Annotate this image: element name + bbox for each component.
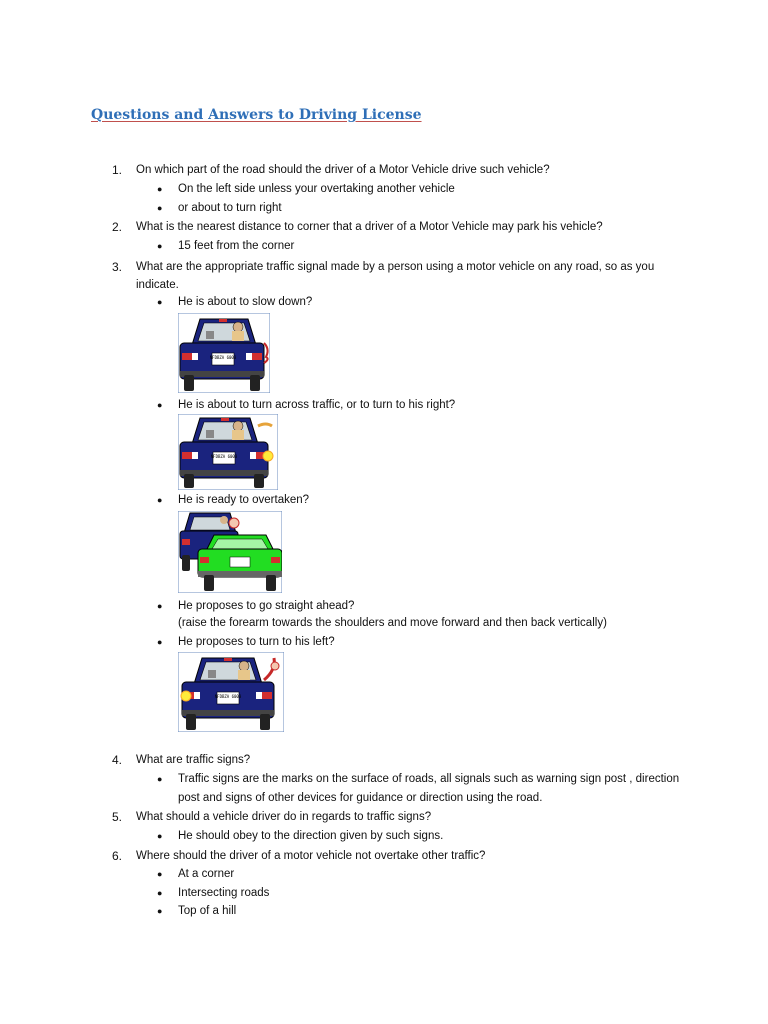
question-text: What are the appropriate traffic signal made by a person using a motor vehicle on any road, so as you (136, 261, 655, 273)
page-title: Questions and Answers to Driving License (91, 107, 422, 123)
answer-note: (raise the forearm towards the shoulders and move forward and then back vertically) (178, 617, 607, 629)
car-turn-right-illustration (178, 414, 278, 490)
bullet-icon: ● (157, 637, 163, 647)
bullet-icon: ● (157, 774, 163, 784)
bullet-icon: ● (157, 869, 163, 879)
question-text: What should a vehicle driver do in regards to traffic signs? (136, 811, 432, 823)
bullet-icon: ● (157, 297, 163, 307)
answer-text: He is ready to overtaken? (178, 494, 310, 506)
question-number: 2. (112, 220, 123, 234)
bullet-icon: ● (157, 831, 163, 841)
question-number: 1. (112, 163, 123, 177)
bullet-icon: ● (157, 906, 163, 916)
question-number: 3. (112, 260, 123, 274)
question-text: What are traffic signs? (136, 754, 251, 766)
question-number: 6. (112, 849, 123, 863)
bullet-icon: ● (157, 241, 163, 251)
plate-text: NFDBZA 6003 (214, 694, 242, 699)
answer-text: Top of a hill (178, 905, 237, 917)
answer-text: He is about to turn across traffic, or to turn to his right? (178, 399, 456, 411)
question-text: Where should the driver of a motor vehicle not overtake other traffic? (136, 850, 486, 862)
bullet-icon: ● (157, 203, 163, 213)
bullet-icon: ● (157, 495, 163, 505)
question-text: What is the nearest distance to corner that a driver of a Motor Vehicle may park his vehicle? (136, 221, 603, 233)
car-turn-left-illustration (178, 652, 284, 732)
answer-text: Traffic signs are the marks on the surface of roads, all signals such as warning sign post , direction (178, 773, 680, 785)
bullet-icon: ● (157, 400, 163, 410)
car-overtaken-illustration (178, 511, 282, 593)
answer-text: At a corner (178, 868, 235, 880)
plate-text: NFDBZA 6003 (210, 454, 238, 459)
car-slow-down-illustration (178, 313, 270, 393)
answer-text-continued: post and signs of other devices for guidance or direction using the road. (178, 792, 543, 804)
bullet-icon: ● (157, 888, 163, 898)
answer-text: He proposes to turn to his left? (178, 636, 335, 648)
answer-text: Intersecting roads (178, 887, 270, 899)
answer-text: He is about to slow down? (178, 296, 313, 308)
answer-text: On the left side unless your overtaking another vehicle (178, 183, 455, 195)
question-number: 4. (112, 753, 123, 767)
bullet-icon: ● (157, 601, 163, 611)
plate-text: NFDBZA 6003 (209, 355, 237, 360)
question-text-continued: indicate. (136, 279, 179, 291)
answer-text: He proposes to go straight ahead? (178, 600, 355, 612)
answer-text: 15 feet from the corner (178, 240, 295, 252)
bullet-icon: ● (157, 184, 163, 194)
question-number: 5. (112, 810, 123, 824)
question-text: On which part of the road should the driver of a Motor Vehicle drive such vehicle? (136, 164, 550, 176)
answer-text: He should obey to the direction given by such signs. (178, 830, 444, 842)
answer-text: or about to turn right (178, 202, 282, 214)
